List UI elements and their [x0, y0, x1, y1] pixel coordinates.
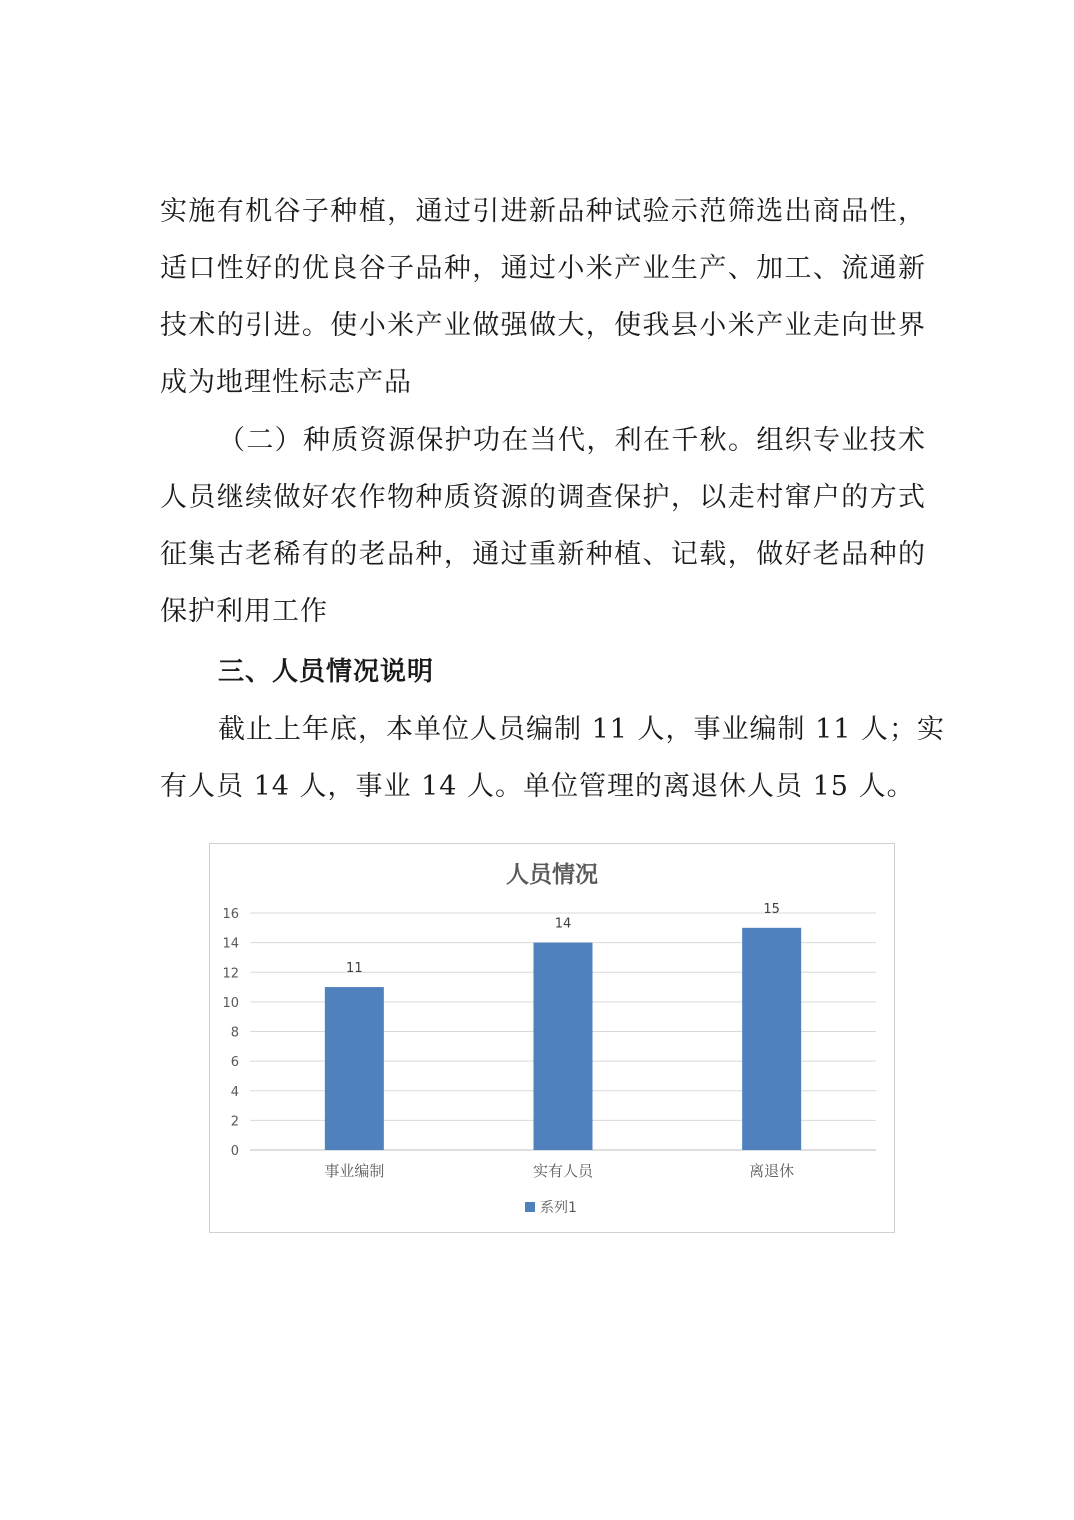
y-tick-label: 2 [230, 1114, 239, 1130]
text-line: 征集古老稀有的老品种，通过重新种植、记载，做好老品种的 [160, 539, 926, 570]
text-line: 适口性好的优良谷子品种，通过小米产业生产、加工、流通新 [160, 253, 926, 284]
text-line: 实施有机谷子种植，通过引进新品种试验示范筛选出商品性， [160, 196, 926, 227]
text-line: （二）种质资源保护功在当代，利在千秋。组织专业技术 [218, 425, 926, 456]
bar [742, 928, 801, 1150]
bar [534, 943, 593, 1150]
text-line: 人员继续做好农作物种质资源的调查保护，以走村窜户的方式 [160, 482, 926, 513]
section-heading-text: 三、人员情况说明 [218, 657, 435, 687]
y-tick-label: 16 [222, 907, 239, 922]
chart-svg [210, 844, 894, 1232]
legend-swatch [525, 1202, 535, 1212]
x-tick-label: 事业编制 [324, 1162, 385, 1180]
chart-title: 人员情况 [506, 862, 598, 888]
y-tick-label: 4 [230, 1084, 239, 1100]
text-line: 有人员 14 人，事业 14 人。单位管理的离退休人员 15 人。 [160, 771, 915, 802]
data-label: 15 [763, 901, 780, 917]
y-tick-label: 6 [230, 1055, 239, 1071]
legend-label: 系列1 [540, 1200, 577, 1216]
y-tick-label: 14 [222, 936, 239, 952]
data-label: 11 [346, 961, 363, 977]
text-line: 成为地理性标志产品 [160, 367, 412, 398]
bar-chart [209, 843, 895, 1233]
text-line: 截止上年底，本单位人员编制 11 人，事业编制 11 人；实 [218, 714, 946, 745]
data-label: 14 [554, 916, 572, 932]
y-tick-label: 10 [222, 995, 239, 1011]
y-tick-label: 8 [230, 1025, 239, 1041]
x-tick-label: 实有人员 [532, 1162, 594, 1180]
y-tick-label: 12 [222, 966, 239, 982]
text-line: 保护利用工作 [160, 596, 328, 627]
text-line: 技术的引进。使小米产业做强做大，使我县小米产业走向世界 [160, 310, 926, 341]
y-tick-label: 0 [230, 1144, 239, 1159]
x-tick-label: 离退休 [749, 1162, 795, 1180]
bar [325, 987, 384, 1150]
